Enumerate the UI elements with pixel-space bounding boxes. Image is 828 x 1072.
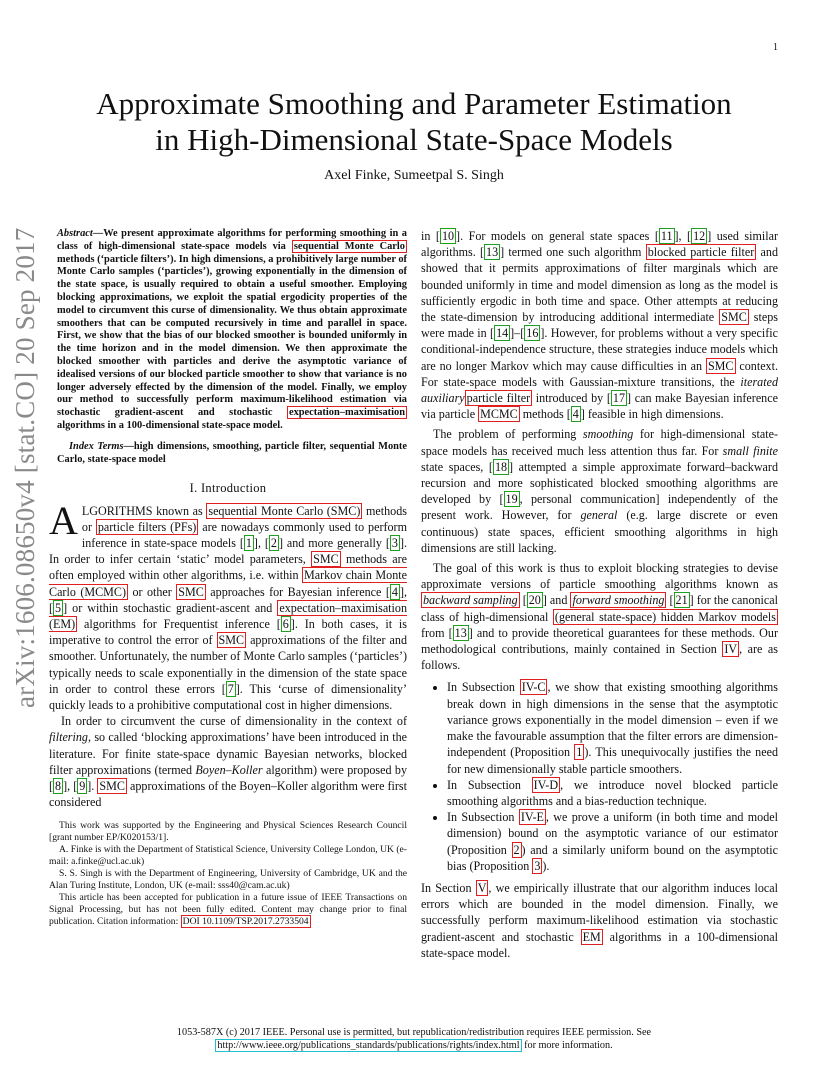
ref-subsection-ive[interactable]: IV-E — [520, 810, 544, 825]
copyright-line-1: 1053-587X (c) 2017 IEEE. Personal use is permitted, but republication/redistribution requires IEEE permission. See — [176, 1027, 652, 1038]
right-column — [421, 228, 778, 961]
ref-section-iv[interactable]: IV — [724, 642, 738, 657]
intro-paragraph-1: ALGORITHMS known as sequential Monte Carlo (SMC) methods or particle filters (PFs) are nowadays commonly used to perform inference in state-space models [ 1 ], [ 2 ] and more generally [ 3 ]. In order to infer certain ‘static’ model parameters, SMC methods are often employed within other algorithms, i.e. within Markov chain Monte Carlo (MCMC) or other SMC approaches for Bayesian inference [ 4 ], [ 5 ] or within stochastic gradient-ascent and expectation–maximisation (EM) algorithms for Frequentist inference [ 6 ]. In both cases, it is imperative to control the error of SMC approximations of the filter and smoother. Unfortunately, the number of Monte Carlo samples (‘particles’) typically needs to scale exponentially in the dimension of the state space in order to control these errors [ 7 ]. This ‘curse of dimensionality’ quickly leads to a prohibitive computational cost in higher dimensions. — [49, 497, 408, 712]
link-em[interactable]: EM — [582, 929, 601, 944]
cite-12[interactable]: 12 — [693, 229, 706, 243]
page-number: 1 — [773, 42, 778, 53]
link-mcmc[interactable]: MCMC — [480, 407, 518, 422]
cite-11[interactable]: 11 — [660, 229, 673, 243]
link-smc-def[interactable]: sequential Monte Carlo (SMC) — [208, 503, 361, 518]
cite-1[interactable]: 1 — [245, 535, 252, 550]
cite-19[interactable]: 19 — [505, 492, 518, 507]
list-item: • In Subsection IV-C , we show that existing smoothing algorithms break down in high dimensions in the sense that the asymptotic variance grows exponentially in the model dimension – even if we make the favourable assumption that the filter errors are dimension-independent (Proposition 1 ). This unequivocally justifies the need for new dimensionally stable particle smoothers. — [447, 679, 778, 776]
link-hmm[interactable]: (general state-space) hidden Markov models — [554, 609, 776, 624]
paper-title — [60, 86, 768, 158]
cite-4[interactable]: 4 — [572, 407, 579, 422]
cite-7[interactable]: 7 — [227, 681, 234, 696]
link-pf[interactable]: particle filter — [466, 391, 531, 406]
cite-8[interactable]: 8 — [55, 779, 62, 793]
link-smc[interactable]: SMC — [218, 633, 245, 648]
right-paragraph-1: in [ 10 ]. For models on general state spaces [ 11 ], [ 12 ] used similar algorithms. [ 13 ] termed one such algorithm blocked particle filter and showed that it permits approximations of filter marginals which are bounded uniformly in time and model dimension as long as the model is sufficiently ergodic in both time and space. Other attempts at reducing the state-dimension by introducing additional intermediate SMC steps were made in [ 14 ]–[ 16 ]. However, for problems without a very specific conditional-independence structure, these strategies induce models which are no longer Markov which may cause difficulties in an SMC context. For state-space models with Gaussian-mixture transitions, the iterated auxiliary particle filter introduced by [ 17 ] can make Bayesian inference via particle MCMC methods [ 4 ] feasible in high dimensions. — [421, 229, 778, 422]
right-paragraph-4: In Section V , we empirically illustrate that our algorithm induces local errors which are bounded in the model dimension. Finally, we successfully perform maximum-likelihood estimation via stochastic gradient-ascent and stochastic EM algorithms in a 100-dimensional state-space model. — [421, 880, 778, 960]
cite-2[interactable]: 2 — [270, 535, 277, 550]
doi-link[interactable]: DOI 10.1109/TSP.2017.2733504 — [182, 916, 309, 928]
cite-13[interactable]: 13 — [454, 625, 467, 640]
cite-13[interactable]: 13 — [486, 245, 499, 260]
link-mcmc-def[interactable]: Markov chain Monte Carlo (MCMC) — [49, 568, 407, 599]
right-paragraph-2: The problem of performing smoothing for high-dimensional state-space models has received much less attention thus far. For small finite state spaces, [ 18 ] attempted a simple approximate forward–backward recursion and more sophisticated blocked smoothing algorithms are developed by [ 19 , personal communication] independently of the present work. However, for general (e.g. large discrete or even continuous) state spaces, efficient smoothing algorithms in high dimensions are still lacking. — [421, 427, 778, 555]
section-heading: I. Introduction — [189, 481, 267, 496]
link-smc[interactable]: SMC — [721, 310, 747, 325]
arxiv-stamp: arXiv:1606.08650v4 [stat.CO] 20 Sep 2017 — [10, 227, 40, 708]
cite-14[interactable]: 14 — [496, 326, 509, 341]
link-em-abstract[interactable]: expectation–maximisation — [288, 407, 405, 419]
cite-9[interactable]: 9 — [79, 779, 86, 793]
link-em-def[interactable]: expectation–maximisation (EM) — [49, 600, 407, 631]
footnote-publication: This article has been accepted for publication in a future issue of IEEE Transactions on Signal Processing, but has not been fully edited. Content may change prior to final publication. Citation information: DOI 10.1109/TSP.2017.2733504 — [49, 892, 407, 928]
footnote-author-1: A. Finke is with the Department of Statistical Science, University College London, UK (e-mail: a.finke@ucl.ac.uk) — [49, 844, 407, 868]
link-forward-smoothing[interactable]: forward smoothing — [572, 593, 665, 608]
ref-section-v[interactable]: V — [477, 880, 487, 895]
cite-5[interactable]: 5 — [55, 600, 62, 615]
ref-proposition-1[interactable]: 1 — [576, 745, 583, 760]
cite-4[interactable]: 4 — [391, 584, 398, 599]
cite-10[interactable]: 10 — [441, 229, 455, 243]
footnote-funding: This work was supported by the Engineering and Physical Sciences Research Council [grant number EP/K020153/1]. — [49, 820, 407, 844]
drop-cap: A — [49, 497, 78, 543]
ref-subsection-ivc[interactable]: IV-C — [521, 680, 546, 695]
abstract-lead: Abstract — [57, 228, 93, 239]
rights-url-link[interactable]: http://www.ieee.org/publications_standards/publications/rights/index.html — [217, 1040, 520, 1051]
cite-20[interactable]: 20 — [528, 593, 541, 608]
link-smc[interactable]: SMC — [313, 552, 339, 567]
list-item: • In Subsection IV-E , we prove a uniform (in both time and model dimension) bound on the asymptotic variance of our estimator (Proposition 2 ) and a similarly uniform bound on the asymptotic bias (Proposition 3 ). — [447, 809, 778, 874]
cite-3[interactable]: 3 — [391, 535, 398, 550]
contributions-list — [421, 679, 778, 873]
footnotes — [49, 820, 407, 928]
list-item: • In Subsection IV-D , we introduce novel blocked particle smoothing algorithms and a bias-reduction technique. — [447, 777, 778, 809]
title-line-1: Approximate Smoothing and Parameter Estimation — [96, 86, 732, 121]
cite-6[interactable]: 6 — [282, 616, 289, 631]
link-smc-abstract[interactable]: sequential Monte Carlo — [293, 240, 405, 252]
link-blocked-pf[interactable]: blocked particle filter — [647, 245, 755, 260]
right-paragraph-3: The goal of this work is thus to exploit blocking strategies to devise approximate versions of particle smoothing algorithms known as backward sampling [ 20 ] and forward smoothing [ 21 ] for the canonical class of high-dimensional (general state-space) hidden Markov models from [ 13 ] and to provide theoretical guarantees for these methods. Our methodological contributions, mainly contained in Section IV , are as follows. — [421, 561, 779, 673]
title-line-2: in High-Dimensional State-Space Models — [155, 122, 673, 157]
ref-proposition-3[interactable]: 3 — [534, 858, 541, 873]
intro-paragraph-2: In order to circumvent the curse of dimensionality in the context of filtering, so called ‘blocking approximations’ have been introduced in the literature. For finite state-space dynamic Bayesian networks, blocked filter approximations (termed Boyen–Koller algorithm) were proposed by [ 8 ], [ 9 ]. SMC approximations of the Boyen–Koller algorithm were first considered — [49, 714, 408, 810]
cite-18[interactable]: 18 — [494, 459, 508, 474]
ref-subsection-ivd[interactable]: IV-D — [533, 777, 559, 792]
link-smc[interactable]: SMC — [707, 358, 734, 373]
abstract: Abstract—We present approximate algorithms for performing smoothing in a class of high-dimensional state-space models via sequential Monte Carlo methods (‘particle filters’). In high dimensions, a prohibitively large number of Monte Carlo samples (‘particles’), growing exponentially in the dimension of the state space, is usually required to obtain a useful smoother. Employing blocking approximations, we exploit the spatial ergodicity properties of the model to circumvent this curse of dimensionality. We thus obtain approximate smoothers that can be computed recursively in time and parallel in space. First, we show that the bias of our blocked smoother is bounded uniformly in the time horizon and in the model dimension. We then approximate the blocked smoother with particles and derive the asymptotic variance of idealised versions of our blocked particle smoother to show that variance is no longer adversely effected by the dimension of the model. Finally, we employ our method to successfully perform maximum-likelihood estimation via stochastic gradient-ascent and stochastic expectation–maximisation algorithms in a 100-dimensional state-space model. — [57, 228, 408, 431]
copyright-line-2: http://www.ieee.org/publications_standards/publications/rights/index.html for more information. — [217, 1040, 613, 1051]
link-backward-sampling[interactable]: backward sampling — [423, 593, 518, 608]
cite-17[interactable]: 17 — [612, 391, 626, 406]
left-column — [49, 228, 407, 928]
cite-16[interactable]: 16 — [526, 326, 539, 341]
cite-21[interactable]: 21 — [675, 593, 688, 608]
copyright-notice — [120, 1026, 708, 1052]
index-terms: Index Terms—high dimensions, smoothing, particle filter, sequential Monte Carlo, state-space model — [57, 440, 407, 465]
footnote-author-2: S. S. Singh is with the Department of Engineering, University of Cambridge, UK and the Alan Turing Institute, London, UK (e-mail: sss40@cam.ac.uk) — [49, 868, 407, 892]
link-pf-def[interactable]: particle filters (PFs) — [97, 519, 197, 534]
link-smc[interactable]: SMC — [178, 584, 204, 599]
authors: Axel Finke, Sumeetpal S. Singh — [324, 168, 504, 183]
ref-proposition-2[interactable]: 2 — [513, 842, 520, 857]
link-smc[interactable]: SMC — [99, 779, 125, 793]
